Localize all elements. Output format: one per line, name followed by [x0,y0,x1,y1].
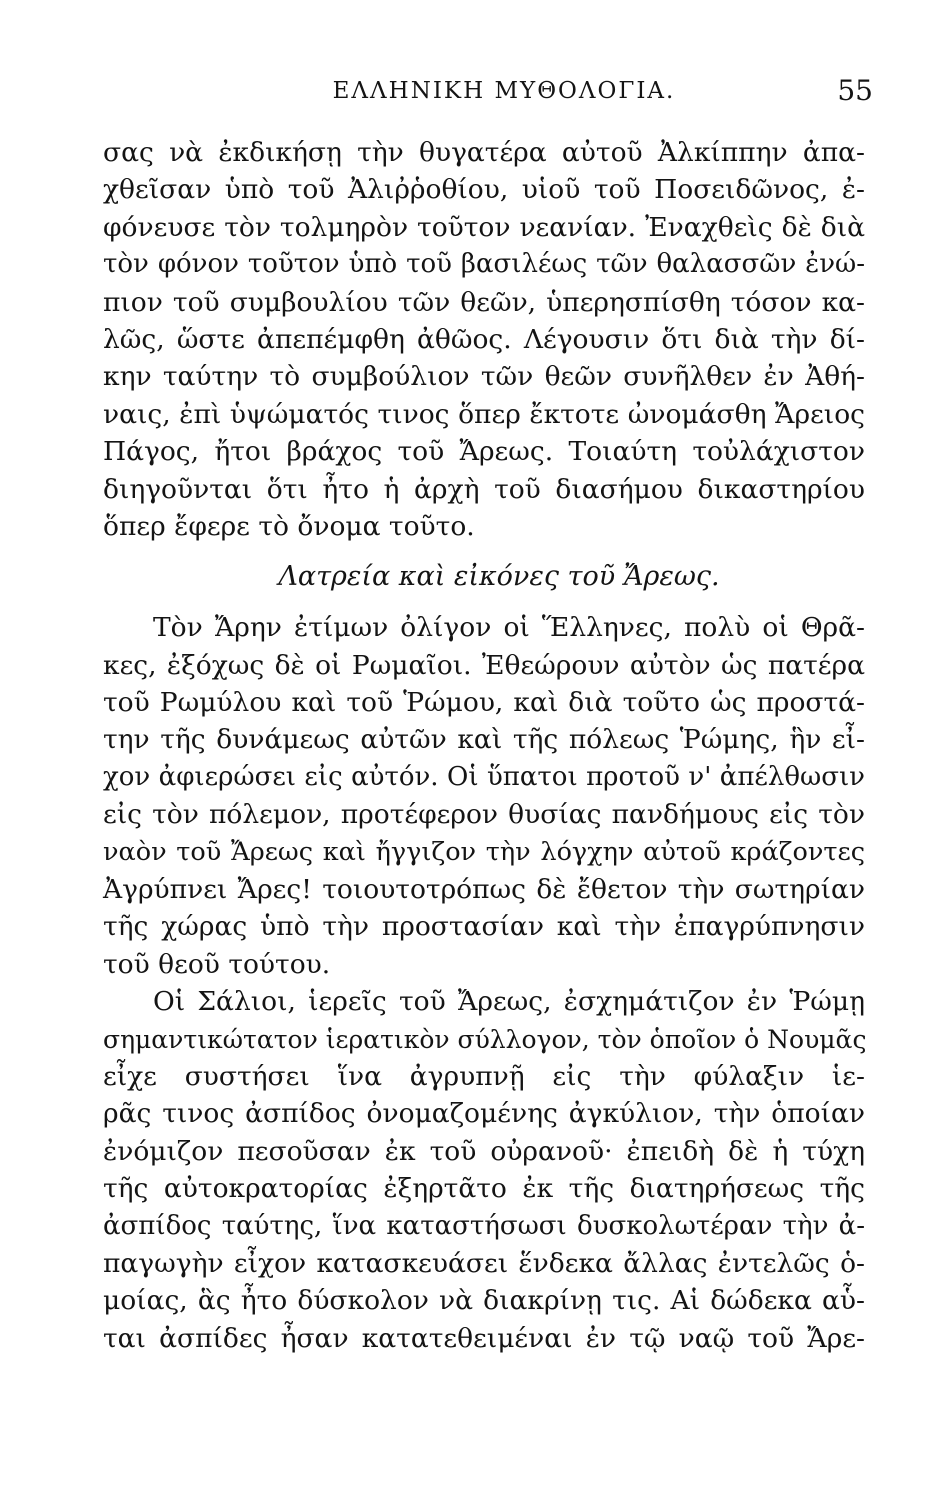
section-heading: Λατρεία καὶ εἰκόνες τοῦ Ἄρεως. [278,561,720,593]
text-line: ναις, ἐπὶ ὑψώματός τινος ὅπερ ἔκτοτε ὠνομάσθη Ἄρειος [103,398,865,430]
text-line: τοῦ Ρωμύλου καὶ τοῦ Ῥώμου, καὶ διὰ τοῦτο ὡς προστά- [103,687,865,719]
text-line: ρᾶς τινος ἀσπίδος ὀνομαζομένης ἀγκύλιον, τὴν ὁποίαν [103,1098,865,1130]
text-line: παγωγὴν εἶχον κατασκευάσει ἕνδεκα ἄλλας ἐντελῶς ὁ- [103,1247,865,1279]
text-line: τὸν φόνον τοῦτον ὑπὸ τοῦ βασιλέως τῶν θαλασσῶν ἐνώ- [103,249,865,280]
page-number: 55 [837,74,873,107]
paragraph-1 [103,134,865,545]
text-line: ἐνόμιζον πεσοῦσαν ἐκ τοῦ οὐρανοῦ· ἐπειδὴ δὲ ἡ τύχη [103,1135,865,1167]
text-line: τῆς χώρας ὑπὸ τὴν προστασίαν καὶ τὴν ἐπαγρύπνησιν [103,911,865,943]
text-line: σας νὰ ἐκδικήσῃ τὴν θυγατέρα αὐτοῦ Ἀλκίππην ἀπα- [103,137,865,168]
running-head [103,68,873,112]
running-title: ΕΛΛΗΝΙΚΗ ΜΥΘΟΛΟΓΙΑ. [332,78,676,104]
body-text [103,134,865,1357]
paragraph-2 [103,609,865,983]
text-line: Οἱ Σάλιοι, ἱερεῖς τοῦ Ἄρεως, ἐσχημάτιζον ἐν Ῥώμῃ [153,986,865,1018]
text-line: σημαντικώτατον ἱερατικὸν σύλλογον, τὸν ὁποῖον ὁ Νουμᾶς [103,1024,867,1054]
text-line: Πάγος, ἤτοι βράχος τοῦ Ἄρεως. Τοιαύτη τοὐλάχιστον [103,436,865,468]
text-line: χθεῖσαν ὑπὸ τοῦ Ἀλιῤῥοθίου, υἱοῦ τοῦ Ποσειδῶνος, ἐ- [103,174,865,206]
text-line: λῶς, ὥστε ἀπεπέμφθη ἀθῶος. Λέγουσιν ὅτι διὰ τὴν δί- [103,323,865,355]
text-line: φόνευσε τὸν τολμηρὸν τοῦτον νεανίαν. Ἐναχθεὶς δὲ διὰ [103,211,865,243]
text-line: ἀσπίδος ταύτης, ἵνα καταστήσωσι δυσκολωτέραν τὴν ἀ- [103,1210,865,1241]
text-line: ται ἀσπίδες ἦσαν κατατεθειμέναι ἐν τῷ ναῷ τοῦ Ἄρε- [103,1322,865,1354]
text-line: πιον τοῦ συμβουλίου τῶν θεῶν, ὑπερησπίσθη τόσον κα- [103,286,865,318]
text-line: χον ἀφιερώσει εἰς αὐτόν. Οἱ ὕπατοι προτοῦ ν' ἀπέλθωσιν [103,761,865,792]
text-line: διηγοῦνται ὅτι ἦτο ἡ ἀρχὴ τοῦ διασήμου δικαστηρίου [103,473,865,505]
text-line: Τὸν Ἄρην ἐτίμων ὀλίγον οἱ Ἕλληνες, πολὺ οἱ Θρᾶ- [153,612,865,644]
text-line: τῆς αὐτοκρατορίας ἐξηρτᾶτο ἐκ τῆς διατηρήσεως τῆς [103,1173,865,1205]
text-line: ναὸν τοῦ Ἄρεως καὶ ἤγγιζον τὴν λόγχην αὐτοῦ κράζοντες [103,836,865,867]
text-line: ὅπερ ἔφερε τὸ ὄνομα τοῦτο. [103,510,475,542]
text-line: την τῆς δυνάμεως αὐτῶν καὶ τῆς πόλεως Ῥώμης, ἣν εἶ- [103,724,865,756]
text-line: κες, ἐξόχως δὲ οἱ Ρωμαῖοι. Ἐθεώρουν αὐτὸν ὡς πατέρα [103,649,865,681]
text-line: Ἀγρύπνει Ἄρες! τοιουτοτρόπως δὲ ἔθετον τὴν σωτηρίαν [103,874,865,906]
text-line: μοίας, ἃς ἦτο δύσκολον νὰ διακρίνῃ τις. Αἱ δώδεκα αὗ- [103,1285,865,1317]
text-line: κην ταύτην τὸ συμβούλιον τῶν θεῶν συνῆλθεν ἐν Ἀθή- [103,361,865,393]
text-line: τοῦ θεοῦ τούτου. [103,948,331,980]
text-line: εἰς τὸν πόλεμον, προτέφερον θυσίας πανδήμους εἰς τὸν [103,799,865,831]
text-line: εἶχε συστήσει ἵνα ἀγρυπνῇ εἰς τὴν φύλαξιν ἱε- [103,1060,865,1092]
paragraph-3 [103,983,865,1357]
